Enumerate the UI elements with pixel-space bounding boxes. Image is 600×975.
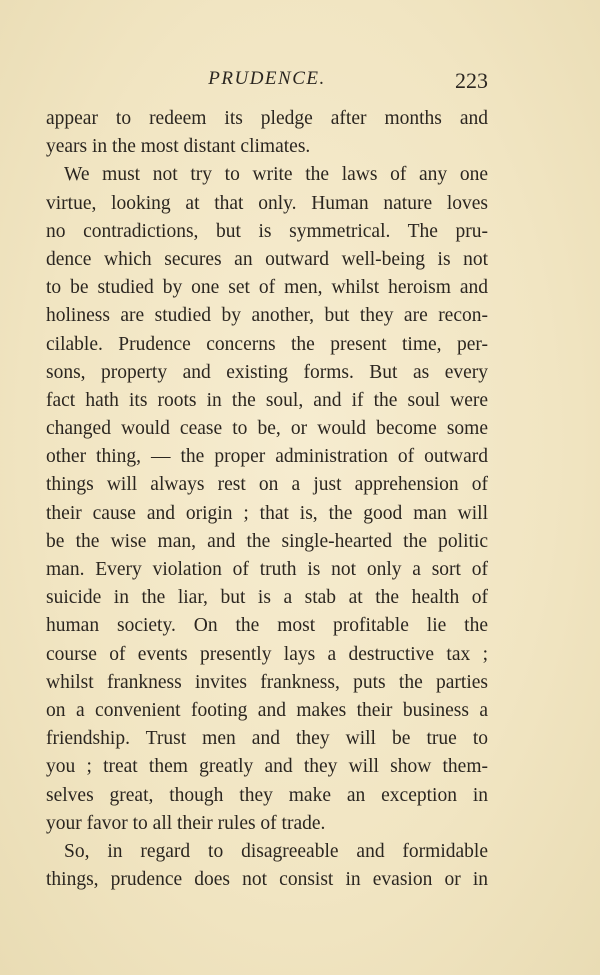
running-title: PRUDENCE. — [208, 68, 326, 89]
text-line: dence which secures an outward well-being is not — [46, 248, 488, 270]
page-header — [46, 68, 488, 98]
text-line: you ; treat them greatly and they will show them- — [46, 756, 488, 778]
text-line: their cause and origin ; that is, the good man will — [46, 502, 488, 524]
text-line: appear to redeem its pledge after months and — [46, 108, 488, 129]
text-line: changed would cease to be, or would become some — [46, 418, 488, 440]
text-line: So, in regard to disagreeable and formidable — [64, 840, 488, 862]
text-line: your favor to all their rules of trade. — [46, 812, 326, 834]
text-line: suicide in the liar, but is a stab at the health of — [46, 587, 488, 609]
text-line: human society. On the most profitable lie the — [46, 615, 488, 637]
body-text — [46, 105, 488, 894]
text-line: whilst frankness invites frankness, puts the parties — [46, 671, 488, 693]
text-line: course of events presently lays a destructive tax ; — [46, 643, 488, 665]
page-number: 223 — [455, 68, 488, 93]
text-line: man. Every violation of truth is not only a sort of — [46, 559, 488, 580]
text-line: sons, property and existing forms. But as every — [46, 361, 488, 383]
text-line: selves great, though they make an exception in — [46, 784, 488, 806]
text-line: fact hath its roots in the soul, and if the soul were — [46, 389, 488, 411]
text-line: other thing, — the proper administration of outward — [46, 446, 488, 468]
text-line: on a convenient footing and makes their business a — [46, 699, 488, 721]
text-line: things, prudence does not consist in evasion or in — [46, 869, 488, 891]
text-line: friendship. Trust men and they will be true to — [46, 728, 488, 750]
text-line: no contradictions, but is symmetrical. The pru- — [46, 220, 488, 242]
text-line: to be studied by one set of men, whilst heroism and — [46, 277, 488, 299]
text-line: years in the most distant climates. — [46, 136, 311, 158]
text-line: be the wise man, and the single-hearted the politic — [46, 530, 488, 552]
text-line: virtue, looking at that only. Human nature loves — [46, 192, 488, 214]
text-line: holiness are studied by another, but they are recon- — [46, 305, 488, 327]
text-line: We must not try to write the laws of any one — [64, 164, 488, 186]
text-line: things will always rest on a just apprehension of — [46, 474, 488, 496]
text-line: cilable. Prudence concerns the present time, per- — [46, 333, 488, 355]
